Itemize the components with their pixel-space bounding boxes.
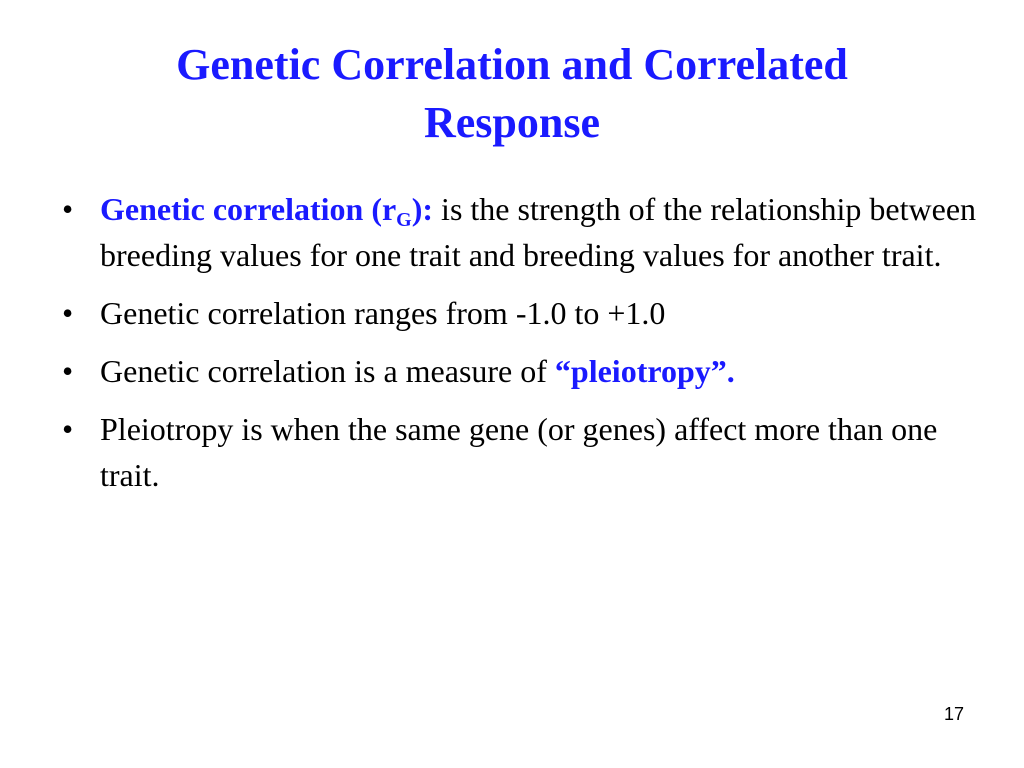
term-subscript: G (396, 209, 412, 231)
measure-text: Genetic correlation is a measure of (100, 353, 555, 389)
bullet-item-pleiotropy-definition (60, 406, 980, 498)
pleiotropy-definition-text: Pleiotropy is when the same gene (or genes) affect more than one trait. (100, 411, 938, 493)
bullet-icon: • (62, 191, 74, 227)
slide-title-line-2: Response (423, 98, 601, 147)
bullet-icon: • (62, 295, 74, 331)
bullet-item-pleiotropy-measure (60, 348, 980, 394)
page-number: 17 (943, 704, 964, 724)
term-tail: ): (411, 191, 434, 227)
bullet-list (60, 186, 980, 510)
term-main: Genetic correlation (r (100, 191, 397, 227)
range-text: Genetic correlation ranges from -1.0 to +1.0 (100, 295, 666, 331)
bullet-icon: • (62, 411, 74, 447)
slide-title-line-1: Genetic Correlation and Correlated (176, 40, 848, 89)
bullet-item-correlation-range (60, 290, 980, 336)
slide-title (60, 36, 964, 152)
term-genetic-correlation (100, 191, 434, 231)
bullet-icon: • (62, 353, 74, 389)
term-pleiotropy: “pleiotropy”. (554, 353, 735, 389)
definition-text: is the strength of the relationship between breeding values for one trait and breeding values for another trait. (100, 191, 977, 273)
bullet-item-genetic-correlation-definition (60, 186, 980, 278)
